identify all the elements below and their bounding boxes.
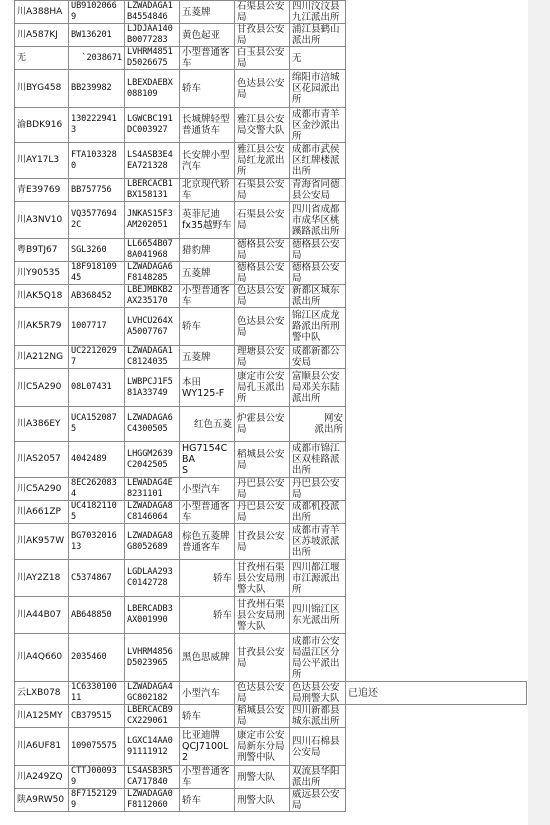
cell-remark: [346, 308, 527, 346]
cell-reporting-agency: 丹巴县公安 局: [235, 501, 290, 524]
cell-handling-agency: 四川都江堰 市江源派出 所: [290, 560, 346, 597]
cell-engine-number: UC4182110 5: [69, 501, 125, 524]
cell-reporting-agency: 甘孜州石渠 县公安局刑 警大队: [235, 597, 290, 634]
cell-plate-number: 川A125MY: [15, 705, 69, 728]
cell-handling-agency: 网安 派出所: [290, 407, 346, 442]
table-row: [15, 1, 527, 24]
cell-vin: LL6654B07 8A041968: [125, 239, 180, 262]
table-row: [15, 728, 527, 766]
cell-vin: LZWADAGA1 B4554846: [125, 1, 180, 24]
cell-remark: [346, 501, 527, 524]
cell-handling-agency: 德格县公安 局: [290, 239, 346, 262]
cell-vin: LZWADAGA8 C8146064: [125, 501, 180, 524]
cell-handling-agency: 锦江区成龙 路派出所刑 警中队: [290, 308, 346, 346]
cell-vehicle-model: 红色五菱: [180, 407, 235, 442]
cell-reporting-agency: 色达县公安 局: [235, 70, 290, 108]
vertical-scrollbar[interactable]: [528, 0, 550, 825]
cell-plate-number: 川A3NV10: [15, 202, 69, 239]
cell-engine-number: FTA103328 0: [69, 143, 125, 179]
cell-remark: [346, 442, 527, 478]
cell-handling-agency: 浦江县鹤山 派出所: [290, 24, 346, 47]
cell-vin: LS4ASB3E4 EA721328: [125, 143, 180, 179]
cell-vehicle-model: 轿车: [180, 560, 235, 597]
cell-engine-number: 2035460: [69, 634, 125, 682]
cell-vehicle-model: 黑色思威牌: [180, 634, 235, 682]
cell-plate-number: 无: [15, 47, 69, 70]
cell-handling-agency: 色达县公安 局刑警大队: [290, 682, 346, 705]
table-row: [15, 478, 527, 501]
cell-reporting-agency: 色达县公安 局: [235, 285, 290, 308]
cell-vehicle-model: 小型普通客 车: [180, 47, 235, 70]
cell-reporting-agency: 色达县公安 局: [235, 308, 290, 346]
table-row: [15, 407, 527, 442]
cell-handling-agency: 成都市公安 局温江区分 局公平派出 所: [290, 634, 346, 682]
cell-remark: [346, 728, 527, 766]
cell-engine-number: 8F7152129 9: [69, 789, 125, 812]
cell-handling-agency: 无: [290, 47, 346, 70]
cell-vin: LBERCACB9 CX229061: [125, 705, 180, 728]
cell-vehicle-model: 棕色五菱牌 普通客车: [180, 524, 235, 560]
cell-plate-number: 川C5A290: [15, 478, 69, 501]
cell-remark: [346, 179, 527, 202]
cell-engine-number: UB9102066 9: [69, 1, 125, 24]
cell-remark: [346, 766, 527, 789]
cell-handling-agency: 青海省同德 县公安局: [290, 179, 346, 202]
cell-remark: [346, 524, 527, 560]
cell-vin: LBEXDAEBX 088109: [125, 70, 180, 108]
cell-remark: [346, 47, 527, 70]
cell-engine-number: 18F918109 45: [69, 262, 125, 285]
cell-handling-agency: 丹巴县公安 局: [290, 478, 346, 501]
cell-engine-number: `2038671: [69, 47, 125, 70]
cell-vehicle-model: 轿车: [180, 705, 235, 728]
table-row: [15, 682, 527, 705]
cell-remark: [346, 705, 527, 728]
cell-reporting-agency: 康定市公安 局新东分局 刑警中队: [235, 728, 290, 766]
table-row: [15, 108, 527, 143]
cell-vin: LZWADAGA6 F8148285: [125, 262, 180, 285]
cell-vehicle-model: HG7154CBA S: [180, 442, 235, 478]
table-row: [15, 789, 527, 812]
cell-plate-number: 川BYG458: [15, 70, 69, 108]
cell-vehicle-model: 小型普通客 车: [180, 501, 235, 524]
cell-reporting-agency: 甘孜县公安 局: [235, 24, 290, 47]
cell-reporting-agency: 石渠县公安 局: [235, 179, 290, 202]
cell-vin: LZWADAGA4 GC802182: [125, 682, 180, 705]
table-row: [15, 597, 527, 634]
cell-remark: [346, 597, 527, 634]
cell-handling-agency: 成都机投派 出所: [290, 501, 346, 524]
table-row: [15, 24, 527, 47]
table-row: [15, 143, 527, 179]
table-row: [15, 705, 527, 728]
cell-engine-number: 130222941 3: [69, 108, 125, 143]
cell-engine-number: VQ3577694 2C: [69, 202, 125, 239]
table-row: [15, 308, 527, 346]
table-row: [15, 524, 527, 560]
cell-reporting-agency: 雅江县公安 局交警大队: [235, 108, 290, 143]
cell-remark: [346, 1, 527, 24]
cell-reporting-agency: 甘孜县公安 局: [235, 524, 290, 560]
cell-engine-number: BB757756: [69, 179, 125, 202]
cell-engine-number: UCA152087 5: [69, 407, 125, 442]
cell-remark: [346, 108, 527, 143]
cell-engine-number: AB368452: [69, 285, 125, 308]
cell-vehicle-model: 五菱牌: [180, 346, 235, 369]
cell-engine-number: C5374867: [69, 560, 125, 597]
cell-plate-number: 川A212NG: [15, 346, 69, 369]
cell-plate-number: 云LXB078: [15, 682, 69, 705]
cell-vin: JNKAS15F3 AM202051: [125, 202, 180, 239]
cell-handling-agency: 富顺县公安 局邓关东陆 派出所: [290, 369, 346, 407]
cell-handling-agency: 绵阳市涪城 区花园派出 所: [290, 70, 346, 108]
cell-plate-number: 川A6UF81: [15, 728, 69, 766]
cell-engine-number: AB648850: [69, 597, 125, 634]
cell-reporting-agency: 德格县公安 局: [235, 262, 290, 285]
cell-vin: LGXC14AA0 91111912: [125, 728, 180, 766]
cell-vehicle-model: 小型普通客 车: [180, 766, 235, 789]
cell-handling-agency: 成都市锦江 区双桂路派 出所: [290, 442, 346, 478]
cell-reporting-agency: 康定市公安 局孔玉派出 所: [235, 369, 290, 407]
cell-plate-number: 陕A9RW50: [15, 789, 69, 812]
cell-reporting-agency: 炉霍县公安 局: [235, 407, 290, 442]
cell-remark: [346, 789, 527, 812]
cell-vin: LVHRM4856 D5023965: [125, 634, 180, 682]
cell-engine-number: 08L07431: [69, 369, 125, 407]
cell-plate-number: 川A388HA: [15, 1, 69, 24]
cell-handling-agency: 四川新都县 城东派出所: [290, 705, 346, 728]
cell-vin: LS4ASB3R5 CA717840: [125, 766, 180, 789]
cell-vehicle-model: 猎豹牌: [180, 239, 235, 262]
cell-engine-number: 1C6330100 11: [69, 682, 125, 705]
cell-reporting-agency: 理塘县公安 局: [235, 346, 290, 369]
cell-plate-number: 粤B9TJ67: [15, 239, 69, 262]
cell-reporting-agency: 丹巴县公安 局: [235, 478, 290, 501]
cell-plate-number: 川A44B07: [15, 597, 69, 634]
cell-remark: [346, 634, 527, 682]
cell-vin: LGWCBC191 DC003927: [125, 108, 180, 143]
cell-vehicle-model: 五菱牌: [180, 262, 235, 285]
cell-vehicle-model: 轿车: [180, 789, 235, 812]
cell-handling-agency: 成都市青羊 区金沙派出 所: [290, 108, 346, 143]
cell-plate-number: 川A661ZP: [15, 501, 69, 524]
cell-vin: LBERCADB3 AX001990: [125, 597, 180, 634]
cell-remark: [346, 407, 527, 442]
cell-vehicle-model: 北京现代轿 车: [180, 179, 235, 202]
table-row: [15, 262, 527, 285]
cell-handling-agency: 德格县公安 局: [290, 262, 346, 285]
cell-plate-number: 川Y90535: [15, 262, 69, 285]
cell-reporting-agency: 刑警大队: [235, 766, 290, 789]
cell-reporting-agency: 色达县公安 局: [235, 682, 290, 705]
cell-plate-number: 川C5A290: [15, 369, 69, 407]
cell-plate-number: 川A386EY: [15, 407, 69, 442]
cell-vin: LEWADAG4E 8231101: [125, 478, 180, 501]
cell-vehicle-model: 小型汽车: [180, 682, 235, 705]
cell-plate-number: 川AY2Z18: [15, 560, 69, 597]
cell-handling-agency: 成都市武侯 区红牌楼派 出所: [290, 143, 346, 179]
cell-vin: LZWADAGA8 G8052689: [125, 524, 180, 560]
cell-remark: [346, 369, 527, 407]
cell-handling-agency: 新都区城东 派出所: [290, 285, 346, 308]
table-row: [15, 442, 527, 478]
cell-vin: LJDJAA140 B0077283: [125, 24, 180, 47]
cell-reporting-agency: 刑警大队: [235, 789, 290, 812]
cell-reporting-agency: 稻城县公安 局: [235, 705, 290, 728]
cell-vehicle-model: 轿车: [180, 70, 235, 108]
cell-engine-number: BB239982: [69, 70, 125, 108]
cell-plate-number: 川A4Q660: [15, 634, 69, 682]
cell-vehicle-model: 轿车: [180, 597, 235, 634]
table-row: [15, 766, 527, 789]
cell-vin: LBEJMBKB2 AX235170: [125, 285, 180, 308]
cell-vehicle-model: 长安牌小型 汽车: [180, 143, 235, 179]
cell-remark: 已追还: [346, 682, 527, 705]
cell-reporting-agency: 甘孜县公安 局: [235, 634, 290, 682]
cell-engine-number: 1007717: [69, 308, 125, 346]
cell-handling-agency: 成都市青羊 区苏坡派派 出所: [290, 524, 346, 560]
cell-plate-number: 渝BDK916: [15, 108, 69, 143]
cell-reporting-agency: 雅江县公安 局红龙派出 所: [235, 143, 290, 179]
table-row: [15, 634, 527, 682]
cell-engine-number: 4042489: [69, 442, 125, 478]
cell-remark: [346, 70, 527, 108]
cell-vin: LWBPCJ1F5 81A33749: [125, 369, 180, 407]
table-body: [15, 1, 527, 812]
cell-engine-number: SGL3260: [69, 239, 125, 262]
cell-plate-number: 川A587KJ: [15, 24, 69, 47]
table-row: [15, 369, 527, 407]
cell-remark: [346, 24, 527, 47]
cell-remark: [346, 560, 527, 597]
table-row: [15, 285, 527, 308]
table-row: [15, 47, 527, 70]
cell-vin: LZWADAGA6 C4300505: [125, 407, 180, 442]
cell-reporting-agency: 石渠县公安 局: [235, 1, 290, 24]
cell-remark: [346, 478, 527, 501]
cell-handling-agency: 四川锦江区 东光派出所: [290, 597, 346, 634]
cell-handling-agency: 四川汶汶县 九江派出所: [290, 1, 346, 24]
cell-vin: LGDLAA293 C0142728: [125, 560, 180, 597]
cell-remark: [346, 202, 527, 239]
cell-vin: LHGGM2639 C2042505: [125, 442, 180, 478]
cell-handling-agency: 四川省成都 市成华区桃 蹊路派出所: [290, 202, 346, 239]
cell-plate-number: 青E39769: [15, 179, 69, 202]
table-row: [15, 346, 527, 369]
cell-vehicle-model: 本田 WY125-F: [180, 369, 235, 407]
cell-vin: LVHCU264X A5007767: [125, 308, 180, 346]
cell-vehicle-model: 轿车: [180, 308, 235, 346]
cell-vehicle-model: 英菲尼迪 fx35越野车: [180, 202, 235, 239]
cell-engine-number: BG7032016 13: [69, 524, 125, 560]
cell-remark: [346, 143, 527, 179]
cell-plate-number: 川AY17L3: [15, 143, 69, 179]
cell-plate-number: 川AK957W: [15, 524, 69, 560]
cell-plate-number: 川A249ZQ: [15, 766, 69, 789]
cell-reporting-agency: 甘孜州石渠 县公安局刑 警大队: [235, 560, 290, 597]
cell-vehicle-model: 黄色起亚: [180, 24, 235, 47]
cell-remark: [346, 346, 527, 369]
cell-reporting-agency: 德格县公安 局: [235, 239, 290, 262]
cell-handling-agency: 成都新都公 安局: [290, 346, 346, 369]
table-row: [15, 560, 527, 597]
cell-vin: LZWADAGA1 C8124035: [125, 346, 180, 369]
cell-engine-number: 109075575: [69, 728, 125, 766]
table-row: [15, 202, 527, 239]
cell-vehicle-model: 比亚迪牌 QCJ7100L2: [180, 728, 235, 766]
table-row: [15, 70, 527, 108]
table-row: [15, 179, 527, 202]
cell-remark: [346, 239, 527, 262]
cell-handling-agency: 威远县公安 局: [290, 789, 346, 812]
cell-reporting-agency: 石渠县公安 局: [235, 202, 290, 239]
cell-remark: [346, 285, 527, 308]
stolen-vehicle-table: [14, 0, 527, 812]
cell-reporting-agency: 白玉县公安 局: [235, 47, 290, 70]
table-row: [15, 239, 527, 262]
cell-remark: [346, 262, 527, 285]
cell-handling-agency: 四川石棉县 公安局: [290, 728, 346, 766]
cell-plate-number: 川AS2057: [15, 442, 69, 478]
cell-engine-number: UC2212029 7: [69, 346, 125, 369]
cell-vehicle-model: 小型普通客 车: [180, 285, 235, 308]
cell-engine-number: 8EC262083 4: [69, 478, 125, 501]
cell-engine-number: CB379515: [69, 705, 125, 728]
cell-reporting-agency: 稻城县公安 局: [235, 442, 290, 478]
cell-vin: LZWADAGA0 F8112060: [125, 789, 180, 812]
cell-vehicle-model: 五菱牌: [180, 1, 235, 24]
cell-vin: LBERCACB1 BX158131: [125, 179, 180, 202]
cell-plate-number: 川AK5R79: [15, 308, 69, 346]
cell-engine-number: CTTJ00093 9: [69, 766, 125, 789]
cell-plate-number: 川AK5Q18: [15, 285, 69, 308]
table-row: [15, 501, 527, 524]
cell-engine-number: BW136201: [69, 24, 125, 47]
cell-vehicle-model: 长城牌轻型 普通货车: [180, 108, 235, 143]
cell-handling-agency: 双流县华阳 派出所: [290, 766, 346, 789]
cell-vin: LVHRM4851 D5026675: [125, 47, 180, 70]
cell-vehicle-model: 小型汽车: [180, 478, 235, 501]
